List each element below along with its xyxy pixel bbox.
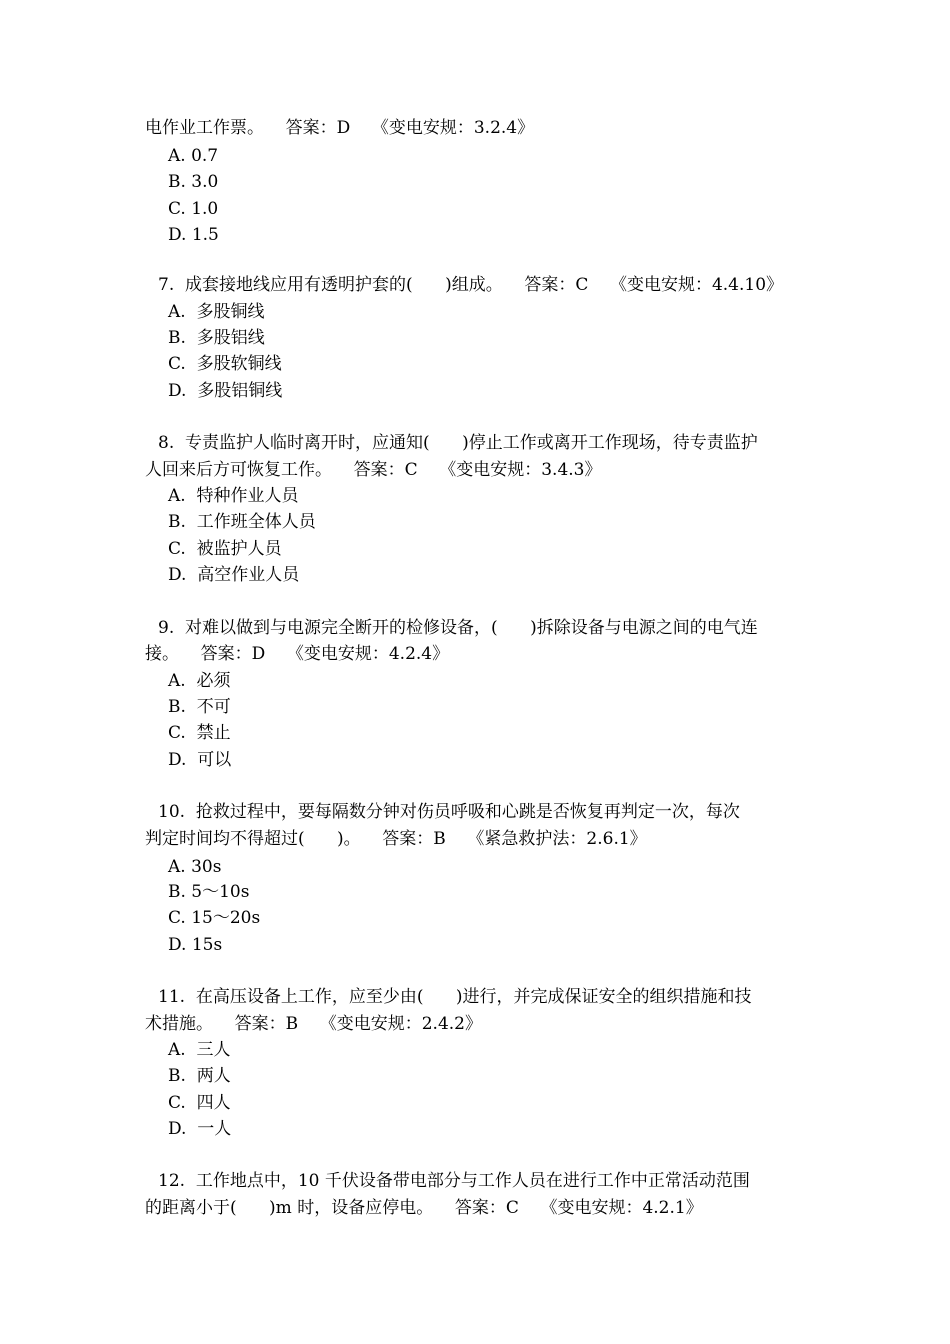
q11-stem-line1: 11. 在高压设备上工作，应至少由( )进行，并完成保证安全的组织措施和技	[158, 987, 752, 1007]
q6-option-c: C. 1.0	[168, 199, 219, 219]
q10-option-b: B. 5～10s	[168, 882, 250, 902]
q6-stem-tail: 电作业工作票。 答案：D 《变电安规：3.2.4》	[145, 118, 535, 138]
q11-option-c: C. 四人	[168, 1093, 231, 1113]
q8-option-a: A. 特种作业人员	[168, 486, 299, 506]
q11-option-b: B. 两人	[168, 1066, 231, 1086]
q11-option-a: A. 三人	[168, 1040, 231, 1060]
q12-stem-line2: 的距离小于( )m 时，设备应停电。 答案：C 《变电安规：4.2.1》	[145, 1198, 703, 1218]
q8-option-c: C. 被监护人员	[168, 539, 282, 559]
q9-option-c: C. 禁止	[168, 723, 231, 743]
q11-stem-line2: 术措施。 答案：B 《变电安规：2.4.2》	[145, 1014, 482, 1034]
q9-stem-line1: 9. 对难以做到与电源完全断开的检修设备，( )拆除设备与电源之间的电气连	[158, 618, 758, 638]
q8-option-d: D. 高空作业人员	[168, 565, 300, 585]
q8-option-b: B. 工作班全体人员	[168, 512, 316, 532]
q7-option-b: B. 多股铝线	[168, 328, 265, 348]
q11-option-d: D. 一人	[168, 1119, 232, 1139]
q9-option-b: B. 不可	[168, 697, 231, 717]
q9-stem-line2: 接。 答案：D 《变电安规：4.2.4》	[145, 644, 450, 664]
q12-stem-line1: 12. 工作地点中，10 千伏设备带电部分与工作人员在进行工作中正常活动范围	[158, 1171, 750, 1191]
q8-stem-line2: 人回来后方可恢复工作。 答案：C 《变电安规：3.4.3》	[145, 460, 602, 480]
q7-option-a: A. 多股铜线	[168, 302, 265, 322]
q9-option-d: D. 可以	[168, 750, 232, 770]
q10-option-c: C. 15～20s	[168, 908, 261, 928]
q9-option-a: A. 必须	[168, 671, 231, 691]
q10-option-a: A. 30s	[168, 857, 222, 877]
q10-option-d: D. 15s	[168, 935, 223, 955]
q6-option-a: A. 0.7	[168, 146, 219, 166]
q7-option-d: D. 多股铝铜线	[168, 381, 283, 401]
q7-stem: 7. 成套接地线应用有透明护套的( )组成。 答案：C 《变电安规：4.4.10》	[158, 275, 784, 295]
q7-option-c: C. 多股软铜线	[168, 354, 282, 374]
q8-stem-line1: 8. 专责监护人临时离开时，应通知( )停止工作或离开工作现场，待专责监护	[158, 433, 758, 453]
q6-option-b: B. 3.0	[168, 172, 219, 192]
q10-stem-line2: 判定时间均不得超过( )。 答案：B 《紧急救护法：2.6.1》	[145, 829, 647, 849]
q6-option-d: D. 1.5	[168, 225, 219, 245]
q10-stem-line1: 10. 抢救过程中，要每隔数分钟对伤员呼吸和心跳是否恢复再判定一次，每次	[158, 802, 740, 822]
